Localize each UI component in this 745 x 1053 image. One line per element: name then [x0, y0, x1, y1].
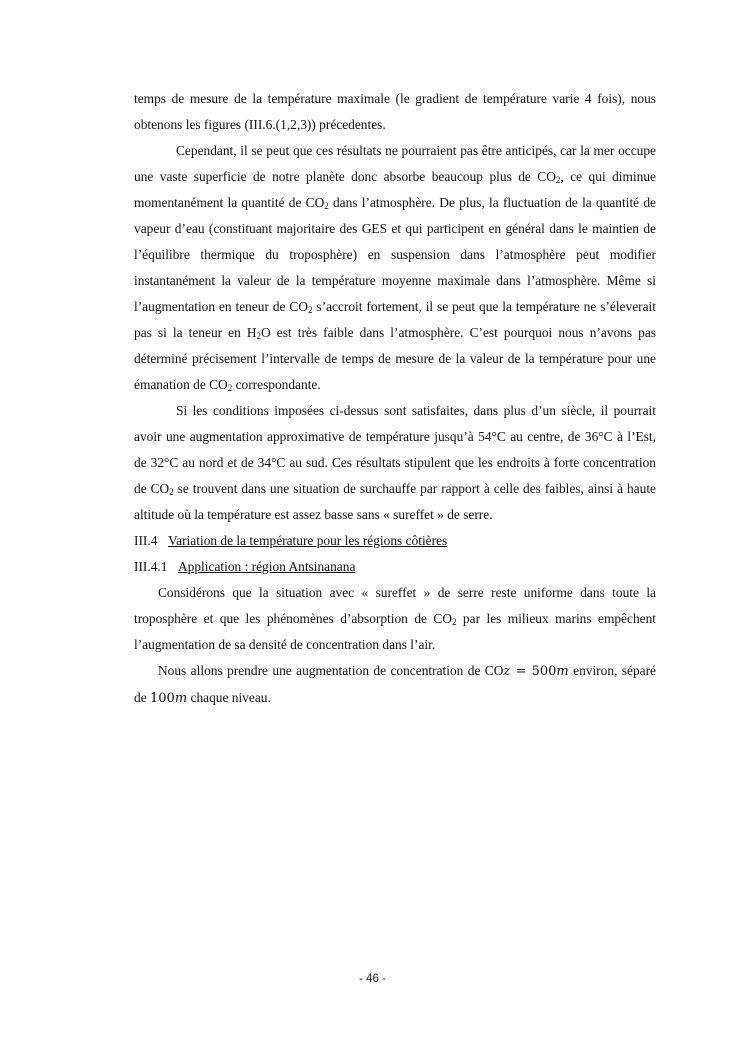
p5-d: chaque niveau.: [187, 690, 271, 705]
p2-sub1: 2: [555, 175, 561, 185]
p4-b: par les milieux marins empêchent l’augmentation de sa densité de concentration dans l’air.: [134, 611, 656, 652]
paragraph-4: [134, 580, 656, 658]
section-heading: [134, 528, 656, 554]
p2-e: O est très faible dans l’atmosphère. C’est pourquoi nous n’avons pas déterminé précisement l’intervalle de temps de mesure de la valeur de la température pour une émanation de CO: [134, 325, 657, 392]
math-unit-m: m: [556, 664, 569, 679]
p2-sub2: 2: [324, 201, 329, 211]
paragraph-2: [134, 138, 656, 398]
math-unit-m2: m: [174, 691, 188, 706]
paragraph-5: [134, 658, 656, 712]
page-number: - 46 -: [359, 973, 386, 985]
paragraph-1-text: temps de mesure de la température maximale (le gradient de température varie 4 fois), nous obtenons les figures (III.6.(1,2,3)) précedentes.: [134, 91, 656, 132]
p3-a: Si les conditions imposées ci-dessus sont satisfaites, dans plus d’un siècle, il pourrait avoir une augmentation approximative de température jusqu’à 54°C au centre, de 36°C à l’Est, de 32°C au nord et de 34°C au sud. Ces résultats stipulent que les endroits à forte concentration de CO: [134, 403, 656, 496]
math-value-500: = 500: [510, 664, 557, 679]
math-var-z: z: [503, 664, 511, 679]
subsection-number: III.4.1: [134, 559, 168, 574]
body-text: [134, 86, 656, 712]
p2-f: correspondante.: [232, 377, 321, 392]
p2-c: dans l’atmosphère. De plus, la fluctuation de la quantité de vapeur d’eau (constituant majoritaire des GES et qui participent en général dans le maintien de l’équilibre thermique du troposphère) en suspension dans l’atmosphère peut modifier instantanément la valeur de la température moyenne maximale dans l’atmosphère. Même si l’augmentation en teneur de CO: [134, 195, 656, 314]
math-altitude: [503, 664, 568, 679]
p5-c: environ, séparé de: [134, 663, 656, 705]
p5-a: Nous allons prendre une augmentation de concentration de CO: [158, 663, 504, 678]
subsection-heading: [134, 554, 656, 580]
paragraph-3: [134, 398, 656, 528]
p4-a: Considérons que la situation avec « sureffet » de serre reste uniforme dans toute la troposphère et que les phénomènes d’absorption de CO: [134, 585, 656, 626]
p2-a: Cependant, il se peut que ces résultats ne pourraient pas être anticipés, car la mer occupe une vaste superficie de notre planète donc absorbe beaucoup plus de CO: [134, 143, 656, 184]
p3-b: se trouvent dans une situation de surchauffe par rapport à celle des faibles, ainsi à haute altitude où la température est assez basse sans « sureffet » de serre.: [134, 481, 656, 522]
section-number: III.4: [134, 533, 158, 548]
p4-sub1: 2: [452, 617, 457, 627]
p2-b: , ce qui diminue momentanément la quantité de CO: [134, 169, 656, 210]
p3-sub1: 2: [169, 487, 174, 497]
p2-sub3: 2: [308, 305, 313, 315]
paragraph-1: [134, 86, 656, 138]
subsection-title: Application : région Antsinanana: [178, 559, 356, 574]
math-spacing: [150, 691, 187, 706]
math-value-100: 100: [150, 691, 175, 706]
p2-sub4: 2: [256, 331, 262, 341]
p2-d: s’accroit fortement, il se peut que la température ne s’éleverait pas si la teneur en H: [134, 299, 656, 340]
p2-sub5: 2: [227, 383, 233, 393]
section-title: Variation de la température pour les régions côtières: [168, 533, 448, 548]
